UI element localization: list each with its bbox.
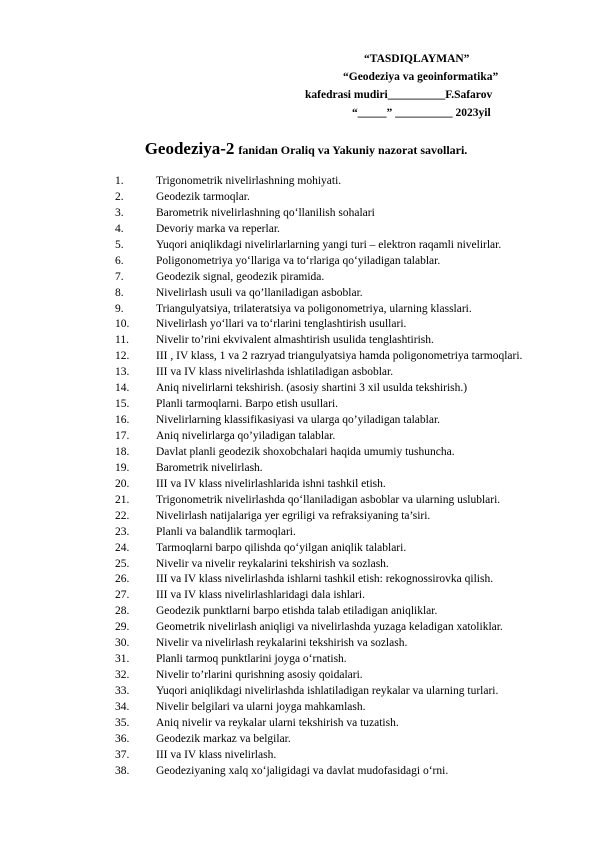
question-text: Geometrik nivelirlash aniqligi va nivelirlashda yuzaga keladigan xatoliklar. [156, 621, 503, 634]
question-text: Nivelirlash yo‘llari va to‘rlarini tenglashtirish usullari. [156, 318, 407, 331]
question-item [0, 461, 596, 477]
question-item [0, 286, 596, 302]
question-number: 28. [115, 605, 130, 618]
question-text: Planli tarmoq punktlarini joyga o‘rnatish. [156, 653, 347, 666]
question-item [0, 413, 596, 429]
question-item [0, 302, 596, 318]
question-number: 22. [115, 509, 130, 522]
question-number: 37. [115, 748, 130, 761]
question-number: 38. [115, 764, 130, 777]
question-text: Trigonometrik nivelirlashning mohiyati. [156, 175, 342, 187]
question-item [0, 254, 596, 270]
question-text: Barometrik nivelirlash. [156, 461, 263, 474]
question-number: 26. [115, 573, 130, 586]
question-text: III va IV klass nivelirlashlaridagi dala ishlari. [156, 589, 365, 602]
question-item [0, 604, 596, 620]
question-number: 16. [115, 414, 130, 427]
question-item [0, 620, 596, 636]
question-text: III va IV klass nivelirlashlarida ishni tashkil etish. [156, 477, 386, 490]
question-list [0, 174, 596, 780]
question-item [0, 206, 596, 222]
question-item [0, 270, 596, 286]
question-text: Nivelirlash natijalariga yer egriligi va refraksiyaning ta’siri. [156, 509, 431, 522]
question-text: Nivelir to’rini ekvivalent almashtirish usulida tenglashtirish. [156, 334, 434, 347]
title-description: fanidan Oraliq va Yakuniy nazorat savollari. [238, 143, 468, 157]
question-item [0, 525, 596, 541]
question-item [0, 716, 596, 732]
question-number: 25. [115, 557, 130, 570]
question-text: Planli tarmoqlarni. Barpo etish usullari. [156, 398, 339, 411]
question-number: 11. [115, 334, 129, 347]
question-item [0, 668, 596, 684]
question-text: III va IV klass nivelirlash. [156, 748, 277, 761]
question-number: 24. [115, 541, 130, 554]
question-item [0, 445, 596, 461]
question-text: Tarmoqlarni barpo qilishda qo‘yilgan aniqlik talablari. [156, 541, 407, 554]
question-item [0, 174, 596, 190]
question-item [0, 652, 596, 668]
question-number: 34. [115, 700, 130, 713]
question-text: Aniq nivelirlarga qo’yiladigan talablar. [156, 430, 336, 442]
question-item [0, 477, 596, 493]
question-number: 33. [115, 685, 130, 697]
question-item [0, 636, 596, 652]
question-number: 18. [115, 445, 130, 458]
question-text: III va IV klass nivelirlashda ishlarni tashkil etish: rekognossirovka qilish. [156, 573, 494, 586]
question-item [0, 588, 596, 604]
question-text: Barometrik nivelirlashning qo‘llanilish sohalari [156, 206, 375, 219]
question-text: Nivelir belgilari va ularni joyga mahkamlash. [156, 700, 366, 713]
question-number: 32. [115, 669, 130, 682]
question-number: 7. [115, 270, 124, 283]
question-text: Nivelirlarning klassifikasiyasi va ularga qo’yiladigan talablar. [156, 414, 441, 427]
question-number: 4. [115, 222, 124, 235]
question-item [0, 509, 596, 525]
question-item [0, 190, 596, 206]
question-item [0, 557, 596, 573]
question-number: 31. [115, 653, 130, 666]
question-item [0, 238, 596, 254]
approval-date: “_____” __________ 2023yil [352, 107, 491, 119]
question-item [0, 764, 596, 780]
question-text: Poligonometriya yo‘llariga va to‘rlariga qo‘yiladigan talablar. [156, 254, 441, 267]
question-item [0, 317, 596, 333]
question-number: 17. [115, 430, 130, 442]
question-item [0, 493, 596, 509]
approval-heading: “TASDIQLAYMAN” [364, 53, 470, 65]
question-item [0, 397, 596, 413]
question-item [0, 429, 596, 445]
question-text: Triangulyatsiya, trilateratsiya va poligonometriya, ularning klasslari. [156, 302, 472, 315]
question-number: 23. [115, 525, 130, 538]
question-number: 12. [115, 350, 130, 363]
question-number: 14. [115, 382, 130, 395]
question-text: Nivelirlash usuli va qo’llaniladigan asboblar. [156, 286, 363, 299]
question-text: Aniq nivelir va reykalar ularni tekshirish va tuzatish. [156, 716, 399, 729]
question-number: 8. [115, 286, 124, 299]
question-text: Geodezik signal, geodezik piramida. [156, 270, 325, 283]
question-number: 19. [115, 461, 130, 474]
question-item [0, 732, 596, 748]
question-text: Devoriy marka va reperlar. [156, 222, 280, 235]
question-number: 27. [115, 589, 130, 602]
question-item [0, 365, 596, 381]
question-text: III va IV klass nivelirlashda ishlatiladigan asboblar. [156, 366, 394, 379]
question-text: Geodezik tarmoqlar. [156, 190, 250, 203]
question-text: Yuqori aniqlikdagi nivelirlarlarning yangi turi – elektron raqamli nivelirlar. [156, 238, 502, 251]
approval-head-signature: kafedrasi mudiri__________F.Safarov [305, 89, 493, 101]
title-subject: Geodeziya-2 [144, 139, 235, 158]
question-number: 15. [115, 398, 130, 411]
question-item [0, 700, 596, 716]
question-item [0, 381, 596, 397]
question-text: Trigonometrik nivelirlashda qo‘llaniladigan asboblar va ularning uslublari. [156, 493, 501, 506]
question-number: 21. [115, 493, 130, 506]
question-text: III , IV klass, 1 va 2 razryad triangulyatsiya hamda poligonometriya tarmoqlari. [156, 350, 523, 363]
question-number: 9. [115, 302, 124, 315]
question-text: Yuqori aniqlikdagi nivelirlashda ishlatiladigan reykalar va ularning turlari. [156, 685, 499, 697]
question-item [0, 748, 596, 764]
question-number: 10. [115, 318, 130, 331]
question-number: 30. [115, 637, 130, 650]
question-text: Geodezik punktlarni barpo etishda talab etiladigan aniqliklar. [156, 605, 438, 618]
question-number: 20. [115, 477, 130, 490]
question-item [0, 572, 596, 588]
question-text: Davlat planli geodezik shoxobchalari haqida umumiy tushuncha. [156, 445, 455, 458]
question-text: Nivelir va nivelir reykalarini tekshirish va sozlash. [156, 557, 389, 570]
document-title [0, 139, 596, 159]
question-item [0, 333, 596, 349]
approval-department: “Geodeziya va geoinformatika” [343, 71, 499, 83]
question-number: 35. [115, 716, 130, 729]
question-text: Geodezik markaz va belgilar. [156, 732, 291, 745]
question-number: 3. [115, 206, 124, 219]
question-text: Nivelir va nivelirlash reykalarini tekshirish va sozlash. [156, 637, 408, 650]
question-text: Aniq nivelirlarni tekshirish. (asosiy shartini 3 xil usulda tekshirish.) [156, 382, 468, 395]
question-item [0, 349, 596, 365]
question-text: Geodeziyaning xalq xo‘jaligidagi va davlat mudofasidagi o‘rni. [156, 764, 449, 777]
question-number: 29. [115, 621, 130, 634]
question-item [0, 541, 596, 557]
question-number: 13. [115, 366, 130, 379]
question-number: 36. [115, 732, 130, 745]
question-text: Nivelir to’rlarini qurishning asosiy qoidalari. [156, 669, 363, 682]
question-number: 1. [115, 175, 124, 187]
question-number: 2. [115, 190, 124, 203]
question-text: Planli va balandlik tarmoqlari. [156, 525, 296, 538]
question-item [0, 222, 596, 238]
question-number: 5. [115, 238, 124, 251]
question-number: 6. [115, 254, 124, 267]
question-item [0, 684, 596, 700]
